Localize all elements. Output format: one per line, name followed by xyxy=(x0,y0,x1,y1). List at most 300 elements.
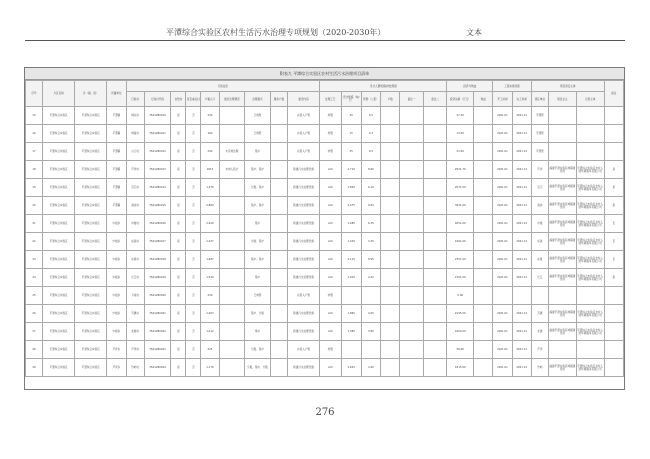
cell-pop: 230 xyxy=(201,107,219,125)
cell-benefit xyxy=(474,197,493,215)
cell-benefit xyxy=(474,305,493,323)
cell-mode: 集中、集中 xyxy=(245,197,271,215)
cell-status xyxy=(219,305,245,323)
header-end: 完工时间 xyxy=(512,92,531,107)
cell-desc: 完善入户管 xyxy=(287,107,319,125)
cell-desc: 新建污水处理设施 xyxy=(287,269,319,287)
cell-owner: 福建平潭实验区城镇建设局 xyxy=(548,161,576,179)
cell-owner: 福建平潭实验区城镇建设局 xyxy=(548,305,576,323)
header-natural: 自然村 xyxy=(171,92,186,107)
cell-benefit xyxy=(474,359,493,377)
cell-invest: 3931.00 xyxy=(447,197,474,215)
cell-unit: 中楼 xyxy=(531,215,548,233)
cell-natural: 是 xyxy=(171,269,186,287)
cell-desc: 完善入户管 xyxy=(287,125,319,143)
cell-capacity: 2,115 xyxy=(341,251,361,269)
cell-admin: 中楼乡 xyxy=(107,233,126,251)
cell-status xyxy=(219,323,245,341)
cell-hub: 否 xyxy=(186,323,201,341)
cell-households xyxy=(381,125,400,143)
cell-mode: 集中 xyxy=(245,323,271,341)
cell-pop: 225 xyxy=(201,341,219,359)
cell-served xyxy=(270,269,287,287)
cell-note1 xyxy=(400,341,424,359)
cell-code: 3501280023 xyxy=(144,341,171,359)
cell-note2 xyxy=(423,323,447,341)
cell-owner: 福建平潭实验区城镇建设局 xyxy=(548,215,576,233)
cell-pipe: 0.3 xyxy=(361,125,380,143)
cell-unit: 竹屿 xyxy=(531,359,548,377)
cell-code: 3501280014 xyxy=(144,179,171,197)
cell-code: 3501280017 xyxy=(144,233,171,251)
cell-mode: 集中 xyxy=(245,143,271,161)
cell-note1 xyxy=(400,143,424,161)
cell-benefit xyxy=(474,107,493,125)
cell-natural: 是 xyxy=(171,233,186,251)
cell-households xyxy=(381,287,400,305)
cell-pipe xyxy=(361,287,380,305)
cell-unit: 长江 xyxy=(531,269,548,287)
cell-remark: 是 xyxy=(604,269,623,287)
cell-seq: 19 xyxy=(26,179,43,197)
cell-end: 2021.12 xyxy=(512,143,531,161)
cell-status xyxy=(219,341,245,359)
cell-pop: 1,263 xyxy=(201,305,219,323)
cell-operator: 平潭综合实验区农村人居环境服务有限公司 xyxy=(576,161,604,179)
cell-owner: 福建平潭实验区城镇建设局 xyxy=(548,323,576,341)
cell-area: 平潭综合实验区 xyxy=(43,107,75,125)
cell-pop: 240 xyxy=(201,143,219,161)
header-tech: 处理工艺 xyxy=(320,92,341,107)
cell-admin: 中楼乡 xyxy=(107,323,126,341)
cell-invest: 23.00 xyxy=(447,143,474,161)
cell-households xyxy=(381,215,400,233)
cell-invest: 2351.00 xyxy=(447,251,474,269)
cell-natural: 是 xyxy=(171,161,186,179)
cell-capacity: 25 xyxy=(341,143,361,161)
table-row xyxy=(26,359,624,377)
cell-village: 苏澳村 xyxy=(126,305,144,323)
cell-households xyxy=(381,251,400,269)
cell-area: 平潭综合实验区 xyxy=(43,179,75,197)
project-table-frame xyxy=(24,67,625,390)
cell-pop: 160 xyxy=(201,125,219,143)
cell-admin: 平潭镇 xyxy=(107,179,126,197)
cell-remark xyxy=(604,305,623,323)
cell-hub: 否 xyxy=(186,287,201,305)
cell-invest: 27.20 xyxy=(447,107,474,125)
cell-served xyxy=(270,341,287,359)
header-group-basic: 行政信息 xyxy=(126,81,320,92)
cell-pipe: 6.35 xyxy=(361,215,380,233)
cell-natural: 是 xyxy=(171,143,186,161)
cell-operator: 平潭综合实验区农村人居环境服务有限公司 xyxy=(576,269,604,287)
cell-capacity: 4,475 xyxy=(341,197,361,215)
cell-natural: 是 xyxy=(171,215,186,233)
cell-hub: 否 xyxy=(186,269,201,287)
cell-start: 2021.01 xyxy=(493,323,512,341)
cell-seq: 23 xyxy=(26,251,43,269)
cell-hub: 否 xyxy=(186,179,201,197)
cell-village: 东美村 xyxy=(126,233,144,251)
cell-seq: 18 xyxy=(26,161,43,179)
cell-desc: 新建污水处理设施 xyxy=(287,323,319,341)
cell-start: 2021.01 xyxy=(493,305,512,323)
cell-served xyxy=(270,233,287,251)
cell-invest: 56.00 xyxy=(447,341,474,359)
cell-seq: 25 xyxy=(26,287,43,305)
header-rule xyxy=(25,40,625,41)
cell-natural: 是 xyxy=(171,341,186,359)
cell-hub: 否 xyxy=(186,197,201,215)
cell-admin: 平潭镇 xyxy=(107,161,126,179)
header-code: 行政村代码 xyxy=(144,92,171,107)
cell-note1 xyxy=(400,305,424,323)
cell-admin: 平潭镇 xyxy=(107,143,126,161)
cell-note2 xyxy=(423,215,447,233)
cell-pipe: 3.45 xyxy=(361,233,380,251)
cell-pop: 1815 xyxy=(201,161,219,179)
cell-remark xyxy=(604,323,623,341)
cell-remark: 是 xyxy=(604,179,623,197)
cell-mode: 分散、集中 xyxy=(245,341,271,359)
cell-village: 竹屿村 xyxy=(126,359,144,377)
cell-pop: 1,427 xyxy=(201,233,219,251)
cell-pop: 1,012 xyxy=(201,323,219,341)
cell-end: 2021.12 xyxy=(512,107,531,125)
cell-seq: 15 xyxy=(26,107,43,125)
cell-invest: 1961.00 xyxy=(447,233,474,251)
cell-pipe: 9.84 xyxy=(361,197,380,215)
cell-operator: 平潭综合实验区农村人居环境服务有限公司 xyxy=(576,323,604,341)
cell-unit: 平潭管 xyxy=(531,107,548,125)
cell-hub: 否 xyxy=(186,143,201,161)
header-status: 现状治理情况 xyxy=(219,92,245,107)
cell-invest: 1600.00 xyxy=(447,323,474,341)
cell-invest: 2195.00 xyxy=(447,305,474,323)
cell-end: 2021.12 xyxy=(512,251,531,269)
header-capacity: 设计规模（吨/天） xyxy=(341,92,361,107)
cell-natural: 是 xyxy=(171,179,186,197)
cell-status xyxy=(219,215,245,233)
cell-seq: 27 xyxy=(26,323,43,341)
cell-note2 xyxy=(423,107,447,125)
cell-note2 xyxy=(423,359,447,377)
cell-desc: 新建污水处理设施 xyxy=(287,179,319,197)
cell-operator xyxy=(576,125,604,143)
cell-note2 xyxy=(423,305,447,323)
cell-note1 xyxy=(400,179,424,197)
cell-desc: 新建污水处理设施 xyxy=(287,305,319,323)
table-row xyxy=(26,251,624,269)
header-mode: 治理模式 xyxy=(245,92,271,107)
cell-operator: 平潭综合实验区农村人居环境服务有限公司 xyxy=(576,179,604,197)
cell-owner xyxy=(548,125,576,143)
header-village: 行政村 xyxy=(126,92,144,107)
cell-desc: 新建污水处理设施 xyxy=(287,197,319,215)
cell-mode: 已纳管 xyxy=(245,125,271,143)
header-admin: 所属单位 xyxy=(107,81,126,107)
cell-unit: 南赤 xyxy=(531,197,548,215)
cell-end: 2021.12 xyxy=(512,233,531,251)
cell-pipe: 0.5 xyxy=(361,143,380,161)
cell-pipe: 4.05 xyxy=(361,305,380,323)
cell-households xyxy=(381,179,400,197)
table-caption: 附表九 平潭综合实验区农村生活污水治理项目清单 xyxy=(25,68,624,80)
cell-benefit xyxy=(474,251,493,269)
cell-owner: 福建平潭实验区城镇建设局 xyxy=(548,269,576,287)
cell-unit: 平潭管 xyxy=(531,125,548,143)
cell-pipe: 0.5 xyxy=(361,107,380,125)
cell-households xyxy=(381,305,400,323)
cell-end: 2021.12 xyxy=(512,197,531,215)
cell-note1 xyxy=(400,125,424,143)
cell-tech: A/O xyxy=(320,269,341,287)
cell-note1 xyxy=(400,359,424,377)
cell-start: 2021.01 xyxy=(493,125,512,143)
cell-start: 2021.01 xyxy=(493,233,512,251)
cell-pop: 230 xyxy=(201,287,219,305)
cell-note1 xyxy=(400,251,424,269)
cell-tech: A/O xyxy=(320,251,341,269)
cell-operator: 平潭综合实验区农村人居环境服务有限公司 xyxy=(576,251,604,269)
header-invest: 投资估算（万元） xyxy=(447,92,474,107)
cell-owner: 福建平潭实验区城镇建设局 xyxy=(548,359,576,377)
cell-pipe: 4.40 xyxy=(361,359,380,377)
cell-status xyxy=(219,197,245,215)
cell-natural: 是 xyxy=(171,359,186,377)
cell-households xyxy=(381,323,400,341)
cell-natural: 是 xyxy=(171,251,186,269)
cell-note2 xyxy=(423,269,447,287)
cell-tech: 纳管 xyxy=(320,287,341,305)
cell-operator: 平潭综合实验区农村人居环境服务有限公司 xyxy=(576,197,604,215)
cell-unit: 平潭管 xyxy=(531,143,548,161)
page-number: 276 xyxy=(315,407,335,418)
cell-area: 平潭综合实验区 xyxy=(43,233,75,251)
cell-admin: 中楼乡 xyxy=(107,215,126,233)
cell-code: 3501280016 xyxy=(144,215,171,233)
cell-seq: 29 xyxy=(26,359,43,377)
cell-capacity xyxy=(341,341,361,359)
cell-served xyxy=(270,215,287,233)
header-operator: 运营主体 xyxy=(576,92,604,107)
cell-village: 北港村 xyxy=(126,323,144,341)
cell-status xyxy=(219,233,245,251)
cell-pop: 1,687 xyxy=(201,251,219,269)
cell-invest: 0.00 xyxy=(447,287,474,305)
cell-capacity: 1,850 xyxy=(341,179,361,197)
cell-town: 平潭综合实验区 xyxy=(75,287,107,305)
cell-note2 xyxy=(423,161,447,179)
cell-mode: 集中、集中 xyxy=(245,251,271,269)
cell-served xyxy=(270,287,287,305)
header-group-remark: 项目责任主体 xyxy=(531,81,604,92)
cell-note1 xyxy=(400,269,424,287)
cell-end: 2021.12 xyxy=(512,125,531,143)
cell-owner: 福建平潭实验区城镇建设局 xyxy=(548,197,576,215)
cell-seq: 24 xyxy=(26,269,43,287)
header-hub: 是否重点村 xyxy=(186,92,201,107)
cell-end: 2021.12 xyxy=(512,341,531,359)
cell-remark xyxy=(604,341,623,359)
cell-invest: 1815.00 xyxy=(447,359,474,377)
header-desc: 建设内容 xyxy=(287,92,319,107)
table-row xyxy=(26,215,624,233)
cell-operator: 平潭综合实验区农村人居环境服务有限公司 xyxy=(576,305,604,323)
cell-hub: 否 xyxy=(186,233,201,251)
cell-households xyxy=(381,233,400,251)
cell-pipe: 3.80 xyxy=(361,323,380,341)
header-unit: 责任单位 xyxy=(531,92,548,107)
cell-capacity xyxy=(341,287,361,305)
cell-seq: 21 xyxy=(26,215,43,233)
cell-hub: 否 xyxy=(186,341,201,359)
table-row xyxy=(26,323,624,341)
cell-benefit xyxy=(474,323,493,341)
document-header xyxy=(0,26,650,40)
cell-operator: 平潭综合实验区农村人居环境服务有限公司 xyxy=(576,233,604,251)
cell-mode: 分散、集中、分散 xyxy=(245,359,271,377)
cell-natural: 是 xyxy=(171,323,186,341)
cell-start: 2021.01 xyxy=(493,251,512,269)
cell-hub: 否 xyxy=(186,251,201,269)
header-benefit: 效益 xyxy=(474,92,493,107)
cell-village: 城关村 xyxy=(126,107,144,125)
table-row xyxy=(26,287,624,305)
header-area: 片区名称 xyxy=(43,81,75,107)
table-row xyxy=(26,341,624,359)
cell-status xyxy=(219,125,245,143)
cell-status xyxy=(219,179,245,197)
cell-owner xyxy=(548,341,576,359)
document-title: 平潭综合实验区农村生活污水治理专项规划（2020-2030年） xyxy=(166,28,386,37)
cell-served xyxy=(270,359,287,377)
cell-pop: 1,176 xyxy=(201,359,219,377)
cell-area: 平潭综合实验区 xyxy=(43,215,75,233)
cell-remark: 否 xyxy=(604,215,623,233)
cell-code: 3501280012 xyxy=(144,143,171,161)
header-note2: 备注二 xyxy=(423,92,447,107)
cell-desc: 完善入户管 xyxy=(287,143,319,161)
cell-seq: 16 xyxy=(26,125,43,143)
cell-start: 2021.01 xyxy=(493,359,512,377)
cell-natural: 是 xyxy=(171,197,186,215)
table-row xyxy=(26,269,624,287)
cell-area: 平潭综合实验区 xyxy=(43,251,75,269)
cell-tech: A/O xyxy=(320,197,341,215)
cell-remark xyxy=(604,287,623,305)
cell-unit xyxy=(531,287,548,305)
cell-code: 3501280022 xyxy=(144,323,171,341)
header-pop: 户籍人口 xyxy=(201,92,219,107)
cell-village: 芦洋村 xyxy=(126,341,144,359)
cell-owner: 福建平潭实验区城镇建设局 xyxy=(548,179,576,197)
cell-hub: 否 xyxy=(186,125,201,143)
cell-admin: 芦洋乡 xyxy=(107,359,126,377)
cell-seq: 20 xyxy=(26,197,43,215)
cell-benefit xyxy=(474,233,493,251)
cell-village: 长江村 xyxy=(126,269,144,287)
cell-start: 2021.01 xyxy=(493,341,512,359)
table-row xyxy=(26,179,624,197)
cell-village: 下垅村 xyxy=(126,287,144,305)
table-row xyxy=(26,125,624,143)
cell-status: 未有效治理 xyxy=(219,143,245,161)
cell-pop: 2,880 xyxy=(201,197,219,215)
cell-note2 xyxy=(423,197,447,215)
cell-hub: 否 xyxy=(186,215,201,233)
document-section-label: 文本 xyxy=(466,28,482,37)
cell-owner: 福建平潭实验区城镇建设局 xyxy=(548,233,576,251)
header-owner: 项目业主 xyxy=(548,92,576,107)
cell-benefit xyxy=(474,269,493,287)
cell-households xyxy=(381,197,400,215)
cell-served xyxy=(270,305,287,323)
cell-tech: 纳管 xyxy=(320,107,341,125)
header-note1: 备注一 xyxy=(400,92,424,107)
cell-note2 xyxy=(423,233,447,251)
cell-remark xyxy=(604,359,623,377)
cell-remark: 是 xyxy=(604,197,623,215)
cell-desc: 完善入户管 xyxy=(287,287,319,305)
cell-village: 东星村 xyxy=(126,251,144,269)
cell-capacity: 1,910 xyxy=(341,269,361,287)
cell-town: 平潭综合实验区 xyxy=(75,125,107,143)
cell-code: 3501280024 xyxy=(144,359,171,377)
cell-status xyxy=(219,287,245,305)
cell-note2 xyxy=(423,179,447,197)
cell-tech: 纳管 xyxy=(320,341,341,359)
cell-note1 xyxy=(400,107,424,125)
cell-served xyxy=(270,323,287,341)
cell-end: 2021.12 xyxy=(512,323,531,341)
cell-village: 山门村 xyxy=(126,143,144,161)
header-households: 户数 xyxy=(381,92,400,107)
cell-natural: 是 xyxy=(171,287,186,305)
cell-operator xyxy=(576,107,604,125)
cell-end: 2021.12 xyxy=(512,269,531,287)
cell-note2 xyxy=(423,341,447,359)
cell-desc: 新建污水处理设施 xyxy=(287,251,319,269)
cell-natural: 是 xyxy=(171,107,186,125)
cell-code: 3501280020 xyxy=(144,287,171,305)
cell-capacity: 15 xyxy=(341,125,361,143)
cell-desc: 完善入户管 xyxy=(287,341,319,359)
cell-tech: A/O xyxy=(320,323,341,341)
cell-unit: 芦洋 xyxy=(531,341,548,359)
cell-mode: 集中 xyxy=(245,215,271,233)
cell-tech: A/O xyxy=(320,179,341,197)
cell-benefit xyxy=(474,125,493,143)
cell-town: 平潭综合实验区 xyxy=(75,107,107,125)
cell-village: 南赤村 xyxy=(126,197,144,215)
cell-desc: 新建污水处理设施 xyxy=(287,215,319,233)
cell-admin: 中楼乡 xyxy=(107,287,126,305)
cell-households xyxy=(381,143,400,161)
table-row xyxy=(26,305,624,323)
header-remark: 备注 xyxy=(604,81,623,107)
cell-mode: 集中、集中 xyxy=(245,161,271,179)
table-row xyxy=(26,107,624,125)
cell-remark xyxy=(604,143,623,161)
cell-town: 平潭综合实验区 xyxy=(75,215,107,233)
cell-admin: 平潭镇 xyxy=(107,125,126,143)
cell-natural: 是 xyxy=(171,305,186,323)
cell-mode: 分散、集中 xyxy=(245,179,271,197)
cell-code: 3501280019 xyxy=(144,269,171,287)
cell-capacity: 1,625 xyxy=(341,359,361,377)
